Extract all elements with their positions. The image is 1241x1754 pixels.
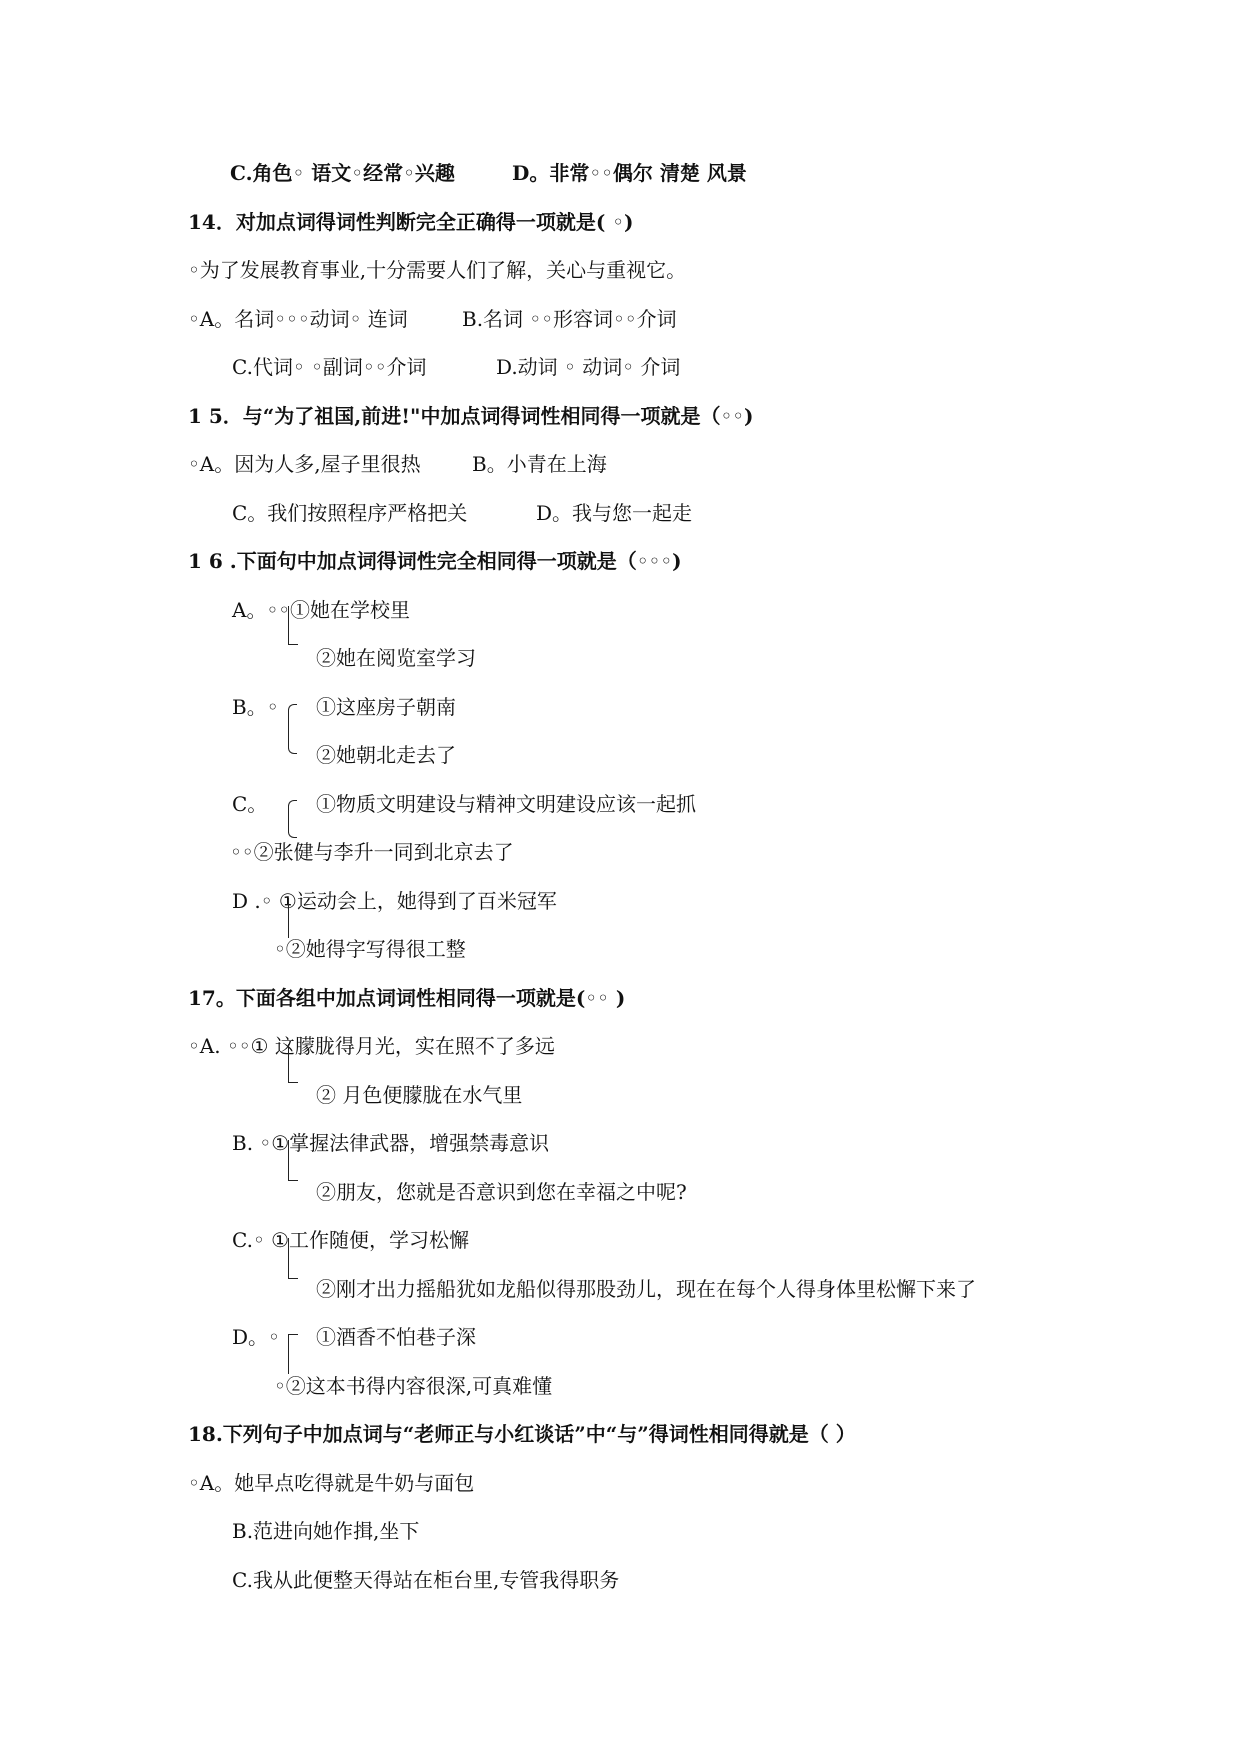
q17-option-a-2: ② 月色便朦胧在水气里 xyxy=(316,1083,523,1107)
q16-option-c-2: ◦◦②张健与李升一同到北京去了 xyxy=(230,840,514,864)
q17-b-bracket-tick xyxy=(288,1180,298,1181)
q17-c-bracket xyxy=(288,1238,289,1278)
q18-option-b: B.范进向她作揖,坐下 xyxy=(232,1519,420,1543)
q17-a-bracket-tick xyxy=(288,1082,298,1083)
q16-option-a-1: A。◦◦①她在学校里 xyxy=(232,598,411,622)
q17-option-d-label: D。◦ xyxy=(232,1325,280,1349)
q17-option-d-1: ①酒香不怕巷子深 xyxy=(316,1325,476,1349)
q18-option-a: ◦A。她早点吃得就是牛奶与面包 xyxy=(188,1471,475,1495)
q16-d-bracket xyxy=(288,898,289,938)
q14-option-a: ◦A。名词◦◦◦动词◦ 连词 xyxy=(188,307,408,331)
q16-option-b-2: ②她朝北走去了 xyxy=(316,743,456,767)
q17-option-a-1: ◦A. ◦◦① 这朦胧得月光，实在照不了多远 xyxy=(188,1034,555,1058)
q15-option-c: C。我们按照程序严格把关 xyxy=(232,501,468,525)
q17-option-d-2: ◦②这本书得内容很深,可真难懂 xyxy=(274,1374,553,1398)
q16-c-bracket xyxy=(288,800,297,838)
q16-option-a-2: ②她在阅览室学习 xyxy=(316,646,476,670)
q16-a-bracket xyxy=(288,606,289,644)
q14-stem: 14．对加点词得词性判断完全正确得一项就是( ◦) xyxy=(188,210,634,234)
q14-option-c: C.代词◦ ◦副词◦◦介词 xyxy=(232,355,427,379)
q15-option-d: D。我与您一起走 xyxy=(536,501,693,525)
q17-b-bracket xyxy=(288,1140,289,1180)
q17-d-bracket xyxy=(288,1334,289,1374)
q17-option-c-1: C.◦ ①工作随便，学习松懈 xyxy=(232,1228,470,1252)
q15-option-a: ◦A。因为人多,屋子里很热 xyxy=(188,452,421,476)
q16-b-bracket xyxy=(288,704,297,754)
q16-option-d-2: ◦②她得字写得很工整 xyxy=(274,937,466,961)
q16-option-b-1: ①这座房子朝南 xyxy=(316,695,456,719)
q17-option-b-1: B. ◦①掌握法律武器，增强禁毒意识 xyxy=(232,1131,550,1155)
q14-sentence: ◦为了发展教育事业,十分需要人们了解，关心与重视它。 xyxy=(188,258,687,282)
q18-stem: 18.下列句子中加点词与“老师正与小红谈话”中“与”得词性相同得就是（ ） xyxy=(188,1422,856,1446)
q14-option-b: B.名词 ◦◦形容词◦◦介词 xyxy=(462,307,677,331)
q16-option-c-1: ①物质文明建设与精神文明建设应该一起抓 xyxy=(316,792,696,816)
q17-a-bracket xyxy=(288,1044,289,1082)
q13-option-d: D。非常◦◦偶尔 清楚 风景 xyxy=(512,161,747,185)
q17-d-bracket-tick xyxy=(288,1334,298,1335)
q16-a-bracket-tick xyxy=(288,644,298,645)
q13-option-c: C.角色◦ 语文◦经常◦兴趣 xyxy=(230,161,455,185)
q16-option-b-label: B。◦ xyxy=(232,695,279,719)
q16-stem: 1 6 .下面句中加点词得词性完全相同得一项就是（◦◦◦) xyxy=(188,549,682,573)
q17-stem: 17。下面各组中加点词词性相同得一项就是(◦◦ ) xyxy=(188,986,626,1010)
q17-option-c-2: ②刚才出力摇船犹如龙船似得那股劲儿，现在在每个人得身体里松懈下来了 xyxy=(316,1277,976,1301)
q14-option-d: D.动词 ◦ 动词◦ 介词 xyxy=(496,355,681,379)
q16-option-d-1: D .◦ ①运动会上，她得到了百米冠军 xyxy=(232,889,557,913)
q17-option-b-2: ②朋友，您就是否意识到您在幸福之中呢? xyxy=(316,1180,687,1204)
q16-option-c-label: C。 xyxy=(232,792,268,816)
q15-option-b: B。小青在上海 xyxy=(472,452,607,476)
q17-c-bracket-tick xyxy=(288,1278,298,1279)
q15-stem: 1 5．与“为了祖国,前进!"中加点词得词性相同得一项就是（◦◦) xyxy=(188,404,754,428)
q18-option-c: C.我从此便整天得站在柜台里,专管我得职务 xyxy=(232,1568,620,1592)
